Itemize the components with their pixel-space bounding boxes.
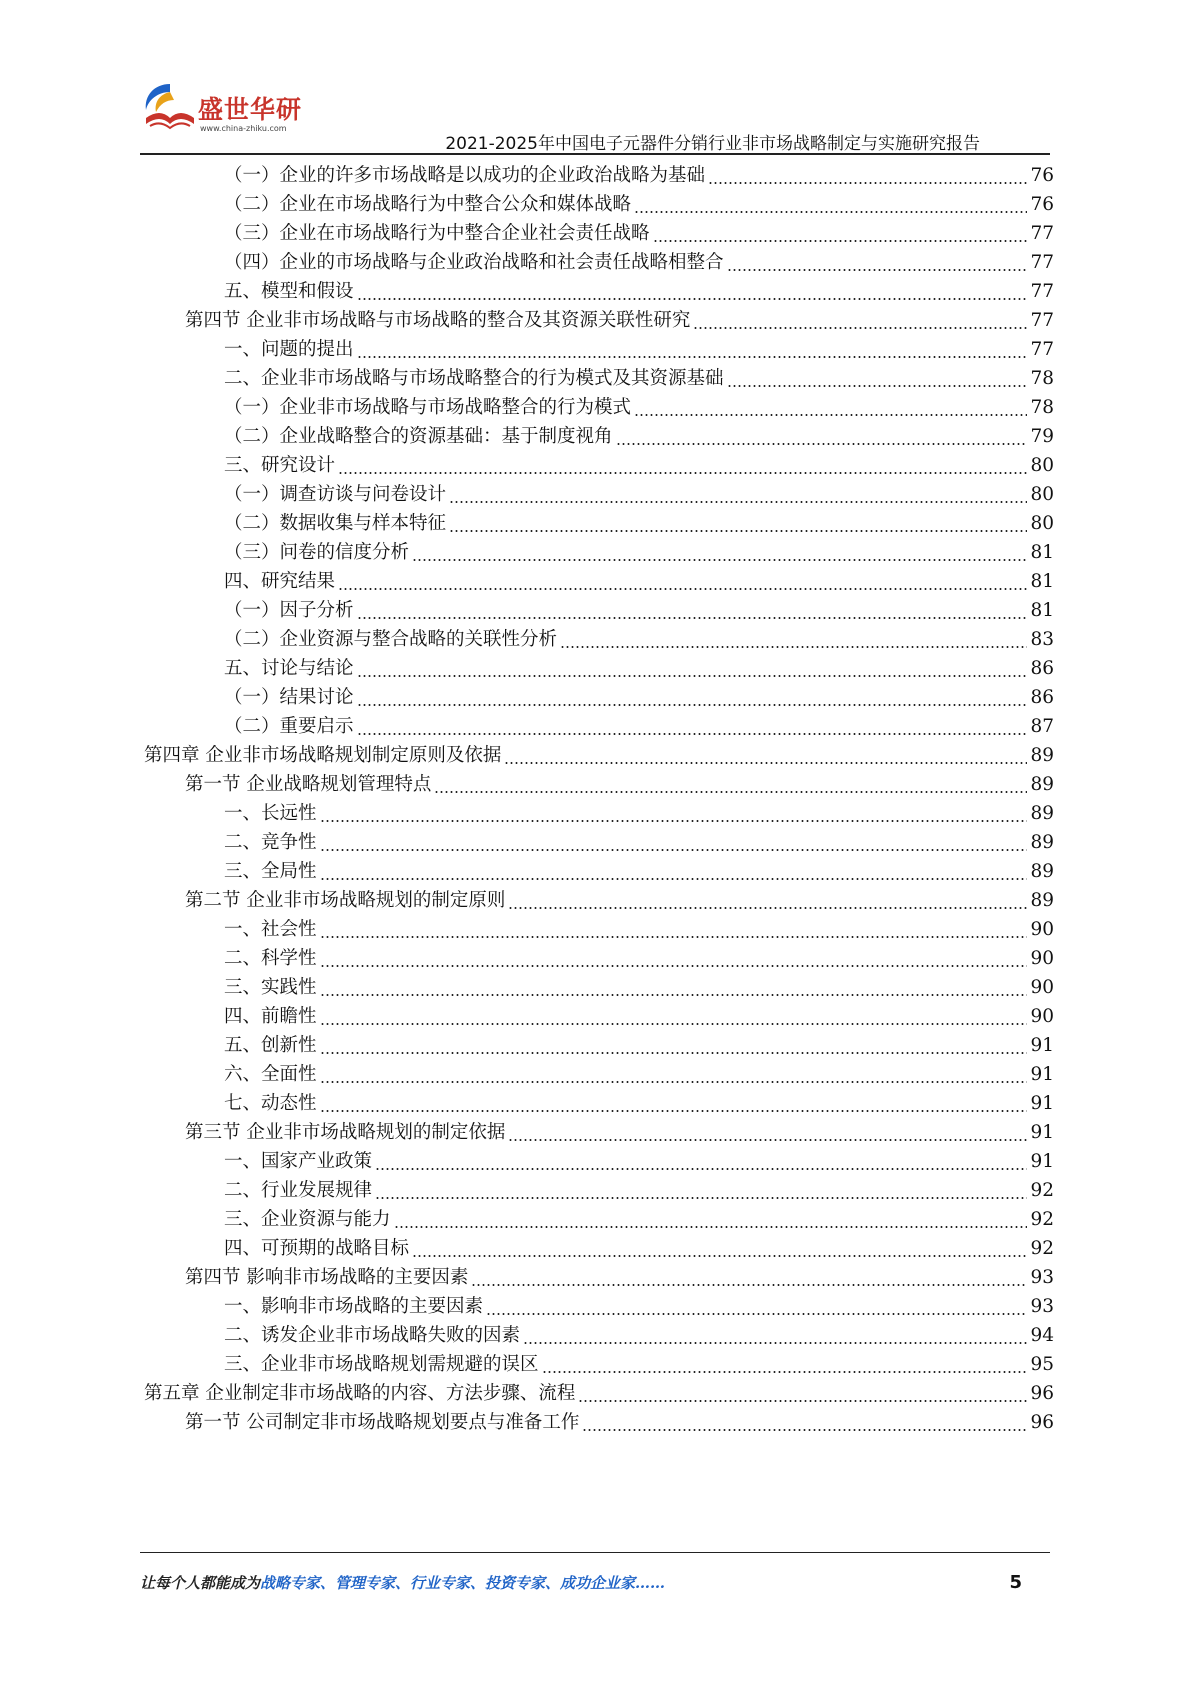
toc-entry-page: 77 — [1030, 310, 1054, 331]
toc-dot-leader — [320, 1001, 1028, 1032]
toc-entry-page: 77 — [1030, 339, 1054, 360]
header-divider — [140, 153, 1050, 155]
toc-entry[interactable] — [224, 1030, 1054, 1061]
toc-entry-label: 一、长远性 — [224, 803, 317, 824]
toc-entry-label: 二、企业非市场战略与市场战略整合的行为模式及其资源基础 — [224, 368, 724, 389]
toc-entry-page: 96 — [1030, 1383, 1054, 1404]
toc-dot-leader — [338, 566, 1027, 597]
toc-entry-label: （三）企业在市场战略行为中整合企业社会责任战略 — [224, 223, 650, 244]
toc-entry-page: 91 — [1030, 1151, 1054, 1172]
toc-dot-leader — [320, 856, 1028, 887]
toc-entry-label: 五、模型和假设 — [224, 281, 354, 302]
toc-entry-label: （四）企业的市场战略与企业政治战略和社会责任战略相整合 — [224, 252, 724, 273]
toc-dot-leader — [320, 972, 1028, 1003]
toc-entry[interactable] — [224, 1320, 1054, 1351]
logo-name: 盛世华研 — [198, 95, 303, 124]
toc-entry-page: 77 — [1030, 252, 1054, 273]
toc-entry-label: （三）问卷的信度分析 — [224, 542, 410, 563]
toc-entry[interactable] — [224, 537, 1054, 568]
toc-entry[interactable] — [224, 1088, 1054, 1119]
toc-entry[interactable] — [185, 885, 1054, 916]
toc-dot-leader — [653, 218, 1028, 249]
toc-entry[interactable] — [224, 508, 1054, 539]
toc-entry[interactable] — [224, 1146, 1054, 1177]
toc-entry[interactable] — [224, 160, 1054, 191]
toc-entry-page: 80 — [1030, 484, 1054, 505]
footer-divider — [140, 1552, 1050, 1553]
toc-entry[interactable] — [224, 566, 1054, 597]
toc-dot-leader — [508, 1117, 1027, 1148]
toc-dot-leader — [486, 1291, 1027, 1322]
toc-entry-label: 四、可预期的战略目标 — [224, 1238, 410, 1259]
toc-dot-leader — [320, 827, 1028, 858]
toc-entry-label: 七、动态性 — [224, 1093, 317, 1114]
footer-slogan-highlight: 战略专家、管理专家、行业专家、投资专家、成功企业家…… — [260, 1574, 666, 1592]
toc-entry-label: 第二节 企业非市场战略规划的制定原则 — [185, 890, 506, 911]
toc-entry-page: 78 — [1030, 368, 1054, 389]
toc-entry-label: 第一节 企业战略规划管理特点 — [185, 774, 432, 795]
toc-entry-page: 91 — [1030, 1035, 1054, 1056]
toc-entry-page: 91 — [1030, 1064, 1054, 1085]
toc-dot-leader — [394, 1204, 1028, 1235]
toc-entry[interactable] — [224, 595, 1054, 626]
toc-entry[interactable] — [224, 189, 1054, 220]
toc-entry-page: 80 — [1030, 455, 1054, 476]
toc-entry[interactable] — [224, 653, 1054, 684]
toc-entry[interactable] — [224, 363, 1054, 394]
toc-entry-label: 二、科学性 — [224, 948, 317, 969]
toc-dot-leader — [449, 508, 1027, 539]
page-number: 5 — [1009, 1572, 1022, 1593]
toc-entry[interactable] — [224, 1233, 1054, 1264]
toc-dot-leader — [357, 682, 1028, 713]
toc-dot-leader — [357, 653, 1028, 684]
toc-dot-leader — [357, 595, 1028, 626]
toc-entry-page: 90 — [1030, 948, 1054, 969]
toc-entry-page: 76 — [1030, 194, 1054, 215]
toc-entry-label: （二）数据收集与样本特征 — [224, 513, 447, 534]
toc-entry-label: （一）企业的许多市场战略是以成功的企业政治战略为基础 — [224, 165, 706, 186]
toc-entry-page: 91 — [1030, 1122, 1054, 1143]
toc-entry[interactable] — [185, 769, 1054, 800]
toc-entry-page: 76 — [1030, 165, 1054, 186]
toc-entry[interactable] — [224, 1175, 1054, 1206]
toc-entry-page: 77 — [1030, 281, 1054, 302]
toc-entry[interactable] — [224, 450, 1054, 481]
toc-dot-leader — [320, 943, 1028, 974]
toc-dot-leader — [693, 305, 1027, 336]
toc-entry-label: 四、前瞻性 — [224, 1006, 317, 1027]
toc-entry[interactable] — [224, 624, 1054, 655]
toc-dot-leader — [357, 711, 1028, 742]
toc-entry[interactable] — [185, 1262, 1054, 1293]
toc-entry-label: （二）企业在市场战略行为中整合公众和媒体战略 — [224, 194, 632, 215]
toc-entry-label: （二）重要启示 — [224, 716, 354, 737]
toc-dot-leader — [582, 1407, 1027, 1438]
toc-entry-page: 89 — [1030, 774, 1054, 795]
toc-entry-page: 77 — [1030, 223, 1054, 244]
toc-entry-label: 三、企业资源与能力 — [224, 1209, 391, 1230]
toc-entry[interactable] — [224, 218, 1054, 249]
toc-dot-leader — [634, 189, 1027, 220]
toc-entry[interactable] — [224, 1204, 1054, 1235]
toc-dot-leader — [727, 247, 1028, 278]
toc-entry[interactable] — [224, 421, 1054, 452]
toc-entry-label: 六、全面性 — [224, 1064, 317, 1085]
footer-slogan-prefix: 让每个人都能成为 — [140, 1574, 261, 1592]
toc-entry-page: 81 — [1030, 571, 1054, 592]
toc-entry-page: 90 — [1030, 977, 1054, 998]
toc-entry[interactable] — [224, 943, 1054, 974]
toc-entry-label: 第四节 企业非市场战略与市场战略的整合及其资源关联性研究 — [185, 310, 691, 331]
toc-entry-label: 第三节 企业非市场战略规划的制定依据 — [185, 1122, 506, 1143]
toc-entry[interactable] — [185, 1117, 1054, 1148]
toc-entry-page: 96 — [1030, 1412, 1054, 1433]
toc-entry-label: 第五章 企业制定非市场战略的内容、方法步骤、流程 — [144, 1383, 576, 1404]
toc-entry-label: 第四节 影响非市场战略的主要因素 — [185, 1267, 469, 1288]
toc-entry[interactable] — [224, 334, 1054, 365]
toc-entry-label: （一）企业非市场战略与市场战略整合的行为模式 — [224, 397, 632, 418]
toc-dot-leader — [320, 798, 1028, 829]
toc-entry-page: 86 — [1030, 658, 1054, 679]
logo-url: www.china-zhiku.com — [200, 124, 287, 133]
toc-dot-leader — [708, 160, 1027, 191]
toc-dot-leader — [320, 1088, 1028, 1119]
toc-entry[interactable] — [224, 914, 1054, 945]
toc-entry-label: 二、行业发展规律 — [224, 1180, 373, 1201]
toc-entry[interactable] — [224, 972, 1054, 1003]
toc-entry[interactable] — [185, 305, 1054, 336]
toc-entry[interactable] — [224, 711, 1054, 742]
toc-dot-leader — [449, 479, 1027, 510]
toc-entry-label: （一）结果讨论 — [224, 687, 354, 708]
toc-entry-label: 第四章 企业非市场战略规划制定原则及依据 — [144, 745, 502, 766]
toc-entry-page: 90 — [1030, 919, 1054, 940]
toc-entry-page: 89 — [1030, 832, 1054, 853]
toc-entry-page: 91 — [1030, 1093, 1054, 1114]
toc-entry-label: 三、企业非市场战略规划需规避的误区 — [224, 1354, 539, 1375]
toc-entry-label: （一）调查访谈与问卷设计 — [224, 484, 447, 505]
toc-entry-label: 一、影响非市场战略的主要因素 — [224, 1296, 484, 1317]
toc-entry[interactable] — [144, 1378, 1054, 1409]
toc-dot-leader — [616, 421, 1028, 452]
toc-dot-leader — [412, 1233, 1027, 1264]
toc-entry-label: 五、创新性 — [224, 1035, 317, 1056]
toc-entry-page: 90 — [1030, 1006, 1054, 1027]
toc-dot-leader — [434, 769, 1027, 800]
toc-entry-page: 78 — [1030, 397, 1054, 418]
toc-entry-label: 四、研究结果 — [224, 571, 336, 592]
toc-entry[interactable] — [224, 682, 1054, 713]
toc-entry-page: 83 — [1030, 629, 1054, 650]
toc-entry-label: 三、研究设计 — [224, 455, 336, 476]
toc-entry-page: 89 — [1030, 890, 1054, 911]
toc-entry-page: 80 — [1030, 513, 1054, 534]
toc-dot-leader — [634, 392, 1027, 423]
toc-dot-leader — [357, 334, 1028, 365]
company-logo — [140, 78, 320, 148]
toc-entry-page: 89 — [1030, 861, 1054, 882]
toc-entry[interactable] — [185, 1407, 1054, 1438]
toc-entry-page: 95 — [1030, 1354, 1054, 1375]
toc-entry-page: 87 — [1030, 716, 1054, 737]
toc-entry[interactable] — [224, 827, 1054, 858]
toc-entry[interactable] — [224, 798, 1054, 829]
toc-dot-leader — [375, 1146, 1027, 1177]
toc-entry[interactable] — [224, 856, 1054, 887]
toc-entry-page: 92 — [1030, 1238, 1054, 1259]
toc-entry-page: 93 — [1030, 1267, 1054, 1288]
toc-dot-leader — [523, 1320, 1027, 1351]
toc-dot-leader — [471, 1262, 1027, 1293]
toc-dot-leader — [508, 885, 1027, 916]
toc-entry-label: 第一节 公司制定非市场战略规划要点与准备工作 — [185, 1412, 580, 1433]
toc-entry-page: 81 — [1030, 600, 1054, 621]
toc-dot-leader — [375, 1175, 1027, 1206]
toc-entry-page: 94 — [1030, 1325, 1054, 1346]
toc-entry[interactable] — [224, 392, 1054, 423]
toc-entry-page: 93 — [1030, 1296, 1054, 1317]
toc-dot-leader — [320, 1059, 1028, 1090]
toc-entry-page: 86 — [1030, 687, 1054, 708]
toc-entry-page: 92 — [1030, 1180, 1054, 1201]
toc-entry-page: 89 — [1030, 745, 1054, 766]
toc-entry-label: 三、实践性 — [224, 977, 317, 998]
toc-entry[interactable] — [224, 247, 1054, 278]
toc-entry[interactable] — [144, 740, 1054, 771]
toc-entry-label: 二、竞争性 — [224, 832, 317, 853]
toc-entry-page: 81 — [1030, 542, 1054, 563]
toc-entry-page: 89 — [1030, 803, 1054, 824]
toc-entry-label: 一、问题的提出 — [224, 339, 354, 360]
page-header — [0, 0, 1191, 160]
toc-entry-page: 79 — [1030, 426, 1054, 447]
toc-entry-label: 一、国家产业政策 — [224, 1151, 373, 1172]
page-footer — [140, 1572, 1050, 1598]
toc-entry[interactable] — [224, 276, 1054, 307]
toc-entry-label: （二）企业战略整合的资源基础：基于制度视角 — [224, 426, 613, 447]
toc-entry-label: 二、诱发企业非市场战略失败的因素 — [224, 1325, 521, 1346]
toc-dot-leader — [578, 1378, 1027, 1409]
toc-dot-leader — [727, 363, 1028, 394]
toc-dot-leader — [357, 276, 1028, 307]
toc-entry-label: 五、讨论与结论 — [224, 658, 354, 679]
toc-dot-leader — [320, 1030, 1028, 1061]
toc-dot-leader — [542, 1349, 1028, 1380]
toc-entry[interactable] — [224, 1349, 1054, 1380]
toc-entry[interactable] — [224, 1291, 1054, 1322]
report-title: 2021-2025年中国电子元器件分销行业非市场战略制定与实施研究报告 — [445, 134, 980, 154]
toc-entry[interactable] — [224, 1001, 1054, 1032]
toc-entry-label: 三、全局性 — [224, 861, 317, 882]
toc-entry-label: 一、社会性 — [224, 919, 317, 940]
toc-dot-leader — [504, 740, 1027, 771]
toc-entry[interactable] — [224, 479, 1054, 510]
toc-dot-leader — [560, 624, 1027, 655]
toc-entry-label: （二）企业资源与整合战略的关联性分析 — [224, 629, 558, 650]
toc-entry-label: （一）因子分析 — [224, 600, 354, 621]
logo-emblem-icon — [140, 78, 200, 138]
toc-dot-leader — [320, 914, 1028, 945]
toc-dot-leader — [338, 450, 1027, 481]
toc-entry-page: 92 — [1030, 1209, 1054, 1230]
toc-entry[interactable] — [224, 1059, 1054, 1090]
toc-dot-leader — [412, 537, 1027, 568]
